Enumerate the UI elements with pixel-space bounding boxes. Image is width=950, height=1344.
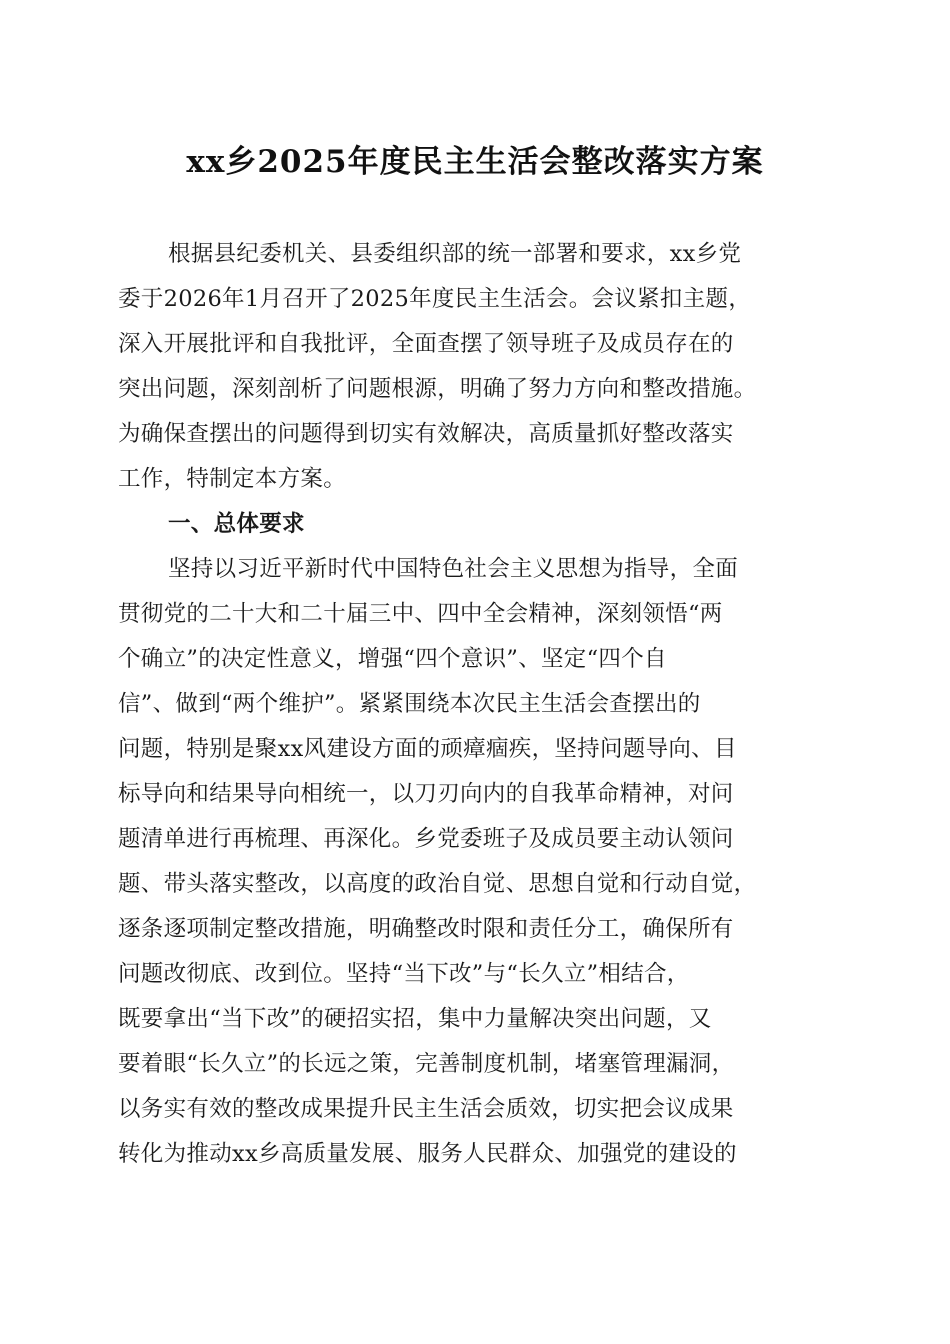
paragraph-general-requirements (118, 547, 848, 1177)
paragraph-line: 问题，特别是聚xx风建设方面的顽瘴痼疾，坚持问题导向、目 (118, 736, 737, 762)
paragraph-line: 为确保查摆出的问题得到切实有效解决，高质量抓好整改落实 (118, 421, 734, 447)
paragraph-line: 根据县纪委机关、县委组织部的统一部署和要求，xx乡党 (168, 241, 742, 267)
paragraph-intro (118, 232, 848, 502)
paragraph-line: 要着眼“长久立”的长远之策，完善制度机制，堵塞管理漏洞， (118, 1051, 735, 1077)
paragraph-line: 标导向和结果导向相统一，以刀刃向内的自我革命精神，对问 (118, 781, 734, 807)
paragraph-line: 信”、做到“两个维护”。紧紧围绕本次民主生活会查摆出的 (118, 691, 701, 717)
paragraph-line: 委于2026年1月召开了2025年度民主生活会。会议紧扣主题， (118, 286, 752, 312)
document-title: xx乡2025年度民主生活会整改落实方案 (186, 144, 764, 180)
paragraph-line: 题、带头落实整改，以高度的政治自觉、思想自觉和行动自觉， (118, 871, 757, 897)
paragraph-line: 深入开展批评和自我批评，全面查摆了领导班子及成员存在的 (118, 331, 734, 357)
paragraph-line: 逐条逐项制定整改措施，明确整改时限和责任分工，确保所有 (118, 916, 734, 942)
paragraph-line: 工作，特制定本方案。 (118, 466, 347, 492)
paragraph-line: 转化为推动xx乡高质量发展、服务人民群众、加强党的建设的 (118, 1141, 737, 1167)
paragraph-line: 题清单进行再梳理、再深化。乡党委班子及成员要主动认领问 (118, 826, 734, 852)
document-body (118, 232, 848, 1177)
section-heading: 一、总体要求 (168, 511, 305, 537)
paragraph-line: 问题改彻底、改到位。坚持“当下改”与“长久立”相结合， (118, 961, 690, 987)
paragraph-line: 个确立”的决定性意义，增强“四个意识”、坚定“四个自 (118, 646, 667, 672)
paragraph-line: 贯彻党的二十大和二十届三中、四中全会精神，深刻领悟“两 (118, 601, 723, 627)
paragraph-line: 坚持以习近平新时代中国特色社会主义思想为指导，全面 (168, 556, 739, 582)
paragraph-line: 以务实有效的整改成果提升民主生活会质效，切实把会议成果 (118, 1096, 734, 1122)
paragraph-line: 既要拿出“当下改”的硬招实招，集中力量解决突出问题，又 (118, 1006, 712, 1032)
paragraph-line: 突出问题，深刻剖析了问题根源，明确了努力方向和整改措施。 (118, 376, 757, 402)
